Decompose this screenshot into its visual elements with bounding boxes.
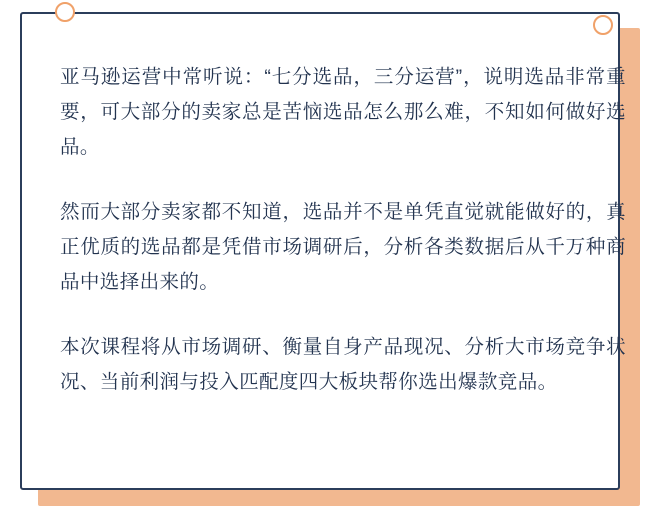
- pin-circle-left-icon: [55, 2, 75, 22]
- content-card: [20, 12, 626, 490]
- paragraph-3: 本次课程将从市场调研、衡量自身产品现况、分析大市场竞争状况、当前利润与投入匹配度四大板块帮你选出爆款竞品。: [60, 336, 626, 393]
- pin-circle-right-icon: [593, 15, 613, 35]
- card-body: [60, 60, 644, 400]
- paragraph-1: 亚马逊运营中常听说：“七分选品，三分运营”，说明选品非常重要，可大部分的卖家总是苦恼选品怎么那么难，不知如何做好选品。: [60, 66, 626, 158]
- paragraph-2: 然而大部分卖家都不知道，选品并不是单凭直觉就能做好的，真正优质的选品都是凭借市场调研后，分析各类数据后从千万种商品中选择出来的。: [60, 201, 626, 293]
